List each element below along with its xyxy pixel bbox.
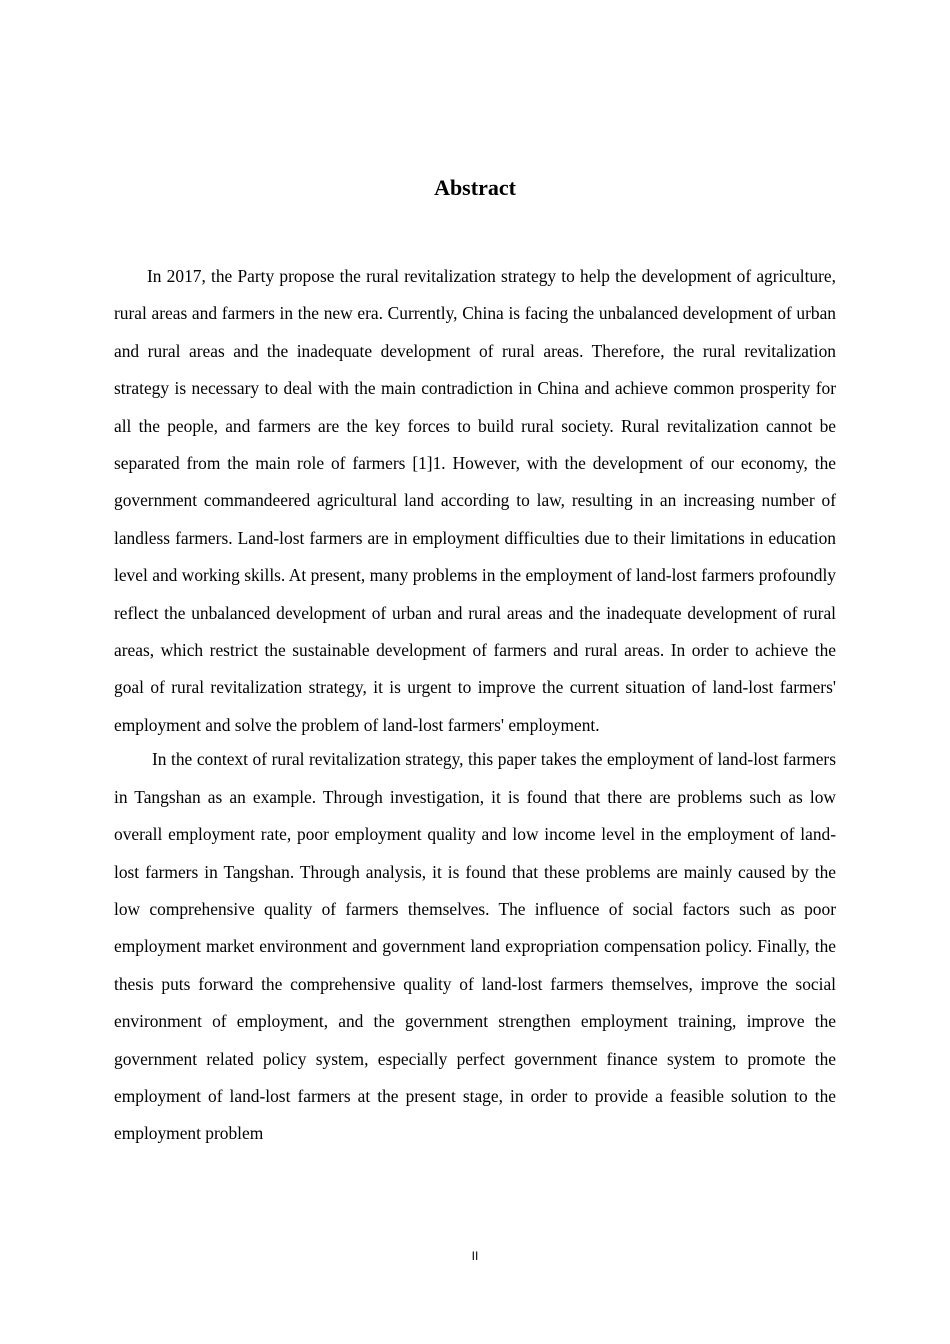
abstract-body — [114, 258, 836, 1153]
abstract-paragraph-2: In the context of rural revitalization strategy, this paper takes the employment of land-lost farmers in Tangshan as an example. Through investigation, it is found that there are problems such as low overall employment rate, poor employment quality and low income level in the employment of land-lost farmers in Tangshan. Through analysis, it is found that these problems are mainly caused by the low comprehensive quality of farmers themselves. The influence of social factors such as poor employment market environment and government land expropriation compensation policy. Finally, the thesis puts forward the comprehensive quality of land-lost farmers themselves, improve the social environment of employment, and the government strengthen employment training, improve the government related policy system, especially perfect government finance system to promote the employment of land-lost farmers at the present stage, in order to provide a feasible solution to the employment problem — [114, 749, 836, 1144]
page-number: II — [471, 1249, 479, 1263]
page-title: Abstract — [434, 175, 516, 200]
abstract-paragraph-1: In 2017, the Party propose the rural revitalization strategy to help the development of agriculture, rural areas and farmers in the new era. Currently, China is facing the unbalanced development of urban and rural areas and the inadequate development of rural areas. Therefore, the rural revitalization strategy is necessary to deal with the main contradiction in China and achieve common prosperity for all the people, and farmers are the key forces to build rural society. Rural revitalization cannot be separated from the main role of farmers [1]1. However, with the development of our economy, the government commandeered agricultural land according to law, resulting in an increasing number of landless farmers. Land-lost farmers are in employment difficulties due to their limitations in education level and working skills. At present, many problems in the employment of land-lost farmers profoundly reflect the unbalanced development of urban and rural areas and the inadequate development of rural areas, which restrict the sustainable development of farmers and rural areas. In order to achieve the goal of rural revitalization strategy, it is urgent to improve the current situation of land-lost farmers' employment and solve the problem of land-lost farmers' employment. — [114, 266, 836, 735]
